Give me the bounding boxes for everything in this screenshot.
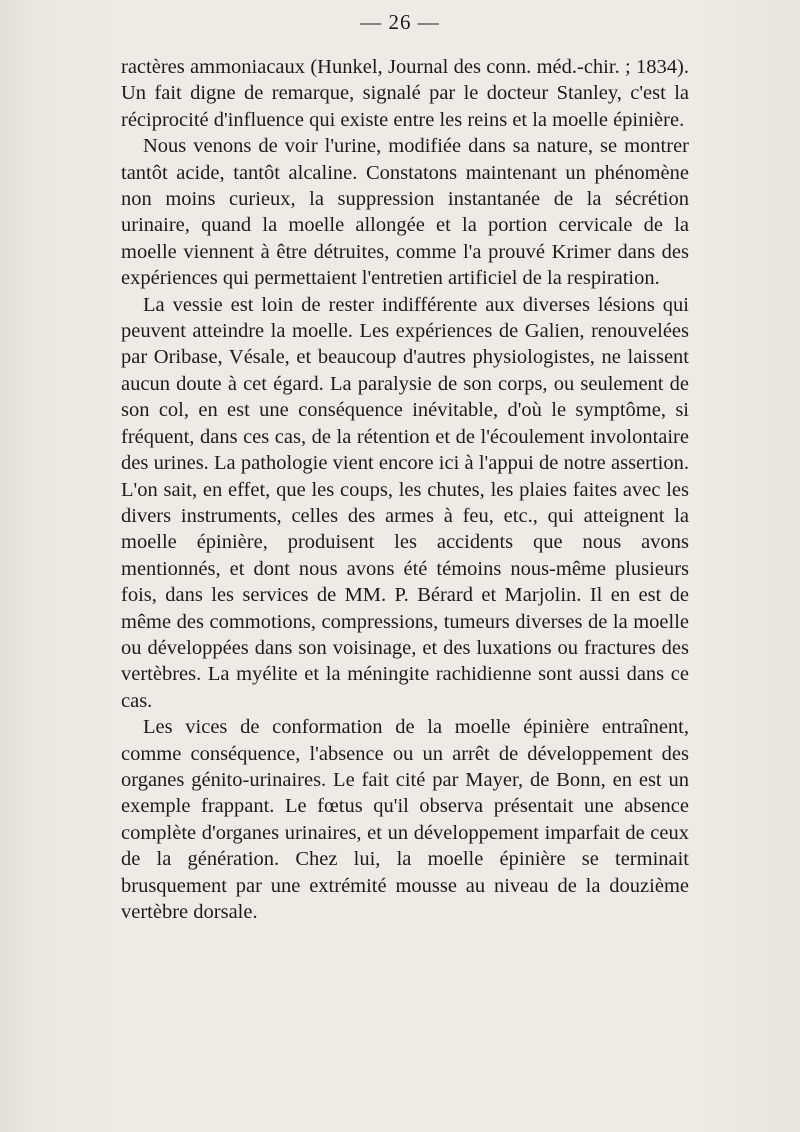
paragraph-4: Les vices de conformation de la moelle épinière entraînent, comme conséquence, l'absence ou un arrêt de développement des organes génito-urinaires. Le fait cité par Mayer, de Bonn, en est un exemple frappant. Le fœtus qu'il observa présentait une absence complète d'organes urinaires, et un développement imparfait de ceux de la génération. Chez lui, la moelle épinière se terminait brusquement par une extrémité mousse au niveau de la douzième vertèbre dorsale. <box>121 716 689 923</box>
body-text <box>121 54 689 925</box>
paragraph-3: La vessie est loin de rester indifférente aux diverses lésions qui peuvent atteindre la moelle. Les expériences de Galien, renouvelées par Oribase, Vésale, et beaucoup d'autres physiologistes, ne laissent aucun doute à cet égard. La paralysie de son corps, ou seulement de son col, en est une conséquence inévitable, d'où le symptôme, si fréquent, dans ces cas, de la rétention et de l'écoulement involontaire des urines. La pathologie vient encore ici à l'appui de notre assertion. L'on sait, en effet, que les coups, les chutes, les plaies faites avec les divers instruments, celles des armes à feu, etc., qui atteignent la moelle épinière, produisent les accidents que nous avons mentionnés, et dont nous avons été témoins nous-même plusieurs fois, dans les services de MM. P. Bérard et Marjolin. Il en est de même des commotions, compressions, tumeurs diverses de la moelle ou développées dans son voisinage, et des luxations ou fractures des vertèbres. La myélite et la méningite rachidienne sont aussi dans ce cas. <box>121 293 689 712</box>
paragraph-2: Nous venons de voir l'urine, modifiée dans sa nature, se montrer tantôt acide, tantôt alcaline. Constatons maintenant un phénomène non moins curieux, la suppression instantanée de la sécrétion urinaire, quand la moelle allongée et la portion cervicale de la moelle viennent à être détruites, comme l'a prouvé Krimer dans des expériences qui permettaient l'entretien artificiel de la respiration. <box>121 135 689 290</box>
paragraph-1: ractères ammoniacaux (Hunkel, Journal des conn. méd.-chir. ; 1834). Un fait digne de remarque, signalé par le docteur Stanley, c'est la réciprocité d'influence qui existe entre les reins et la moelle épinière. <box>121 56 689 131</box>
page-number-header: — 26 — <box>360 10 440 34</box>
